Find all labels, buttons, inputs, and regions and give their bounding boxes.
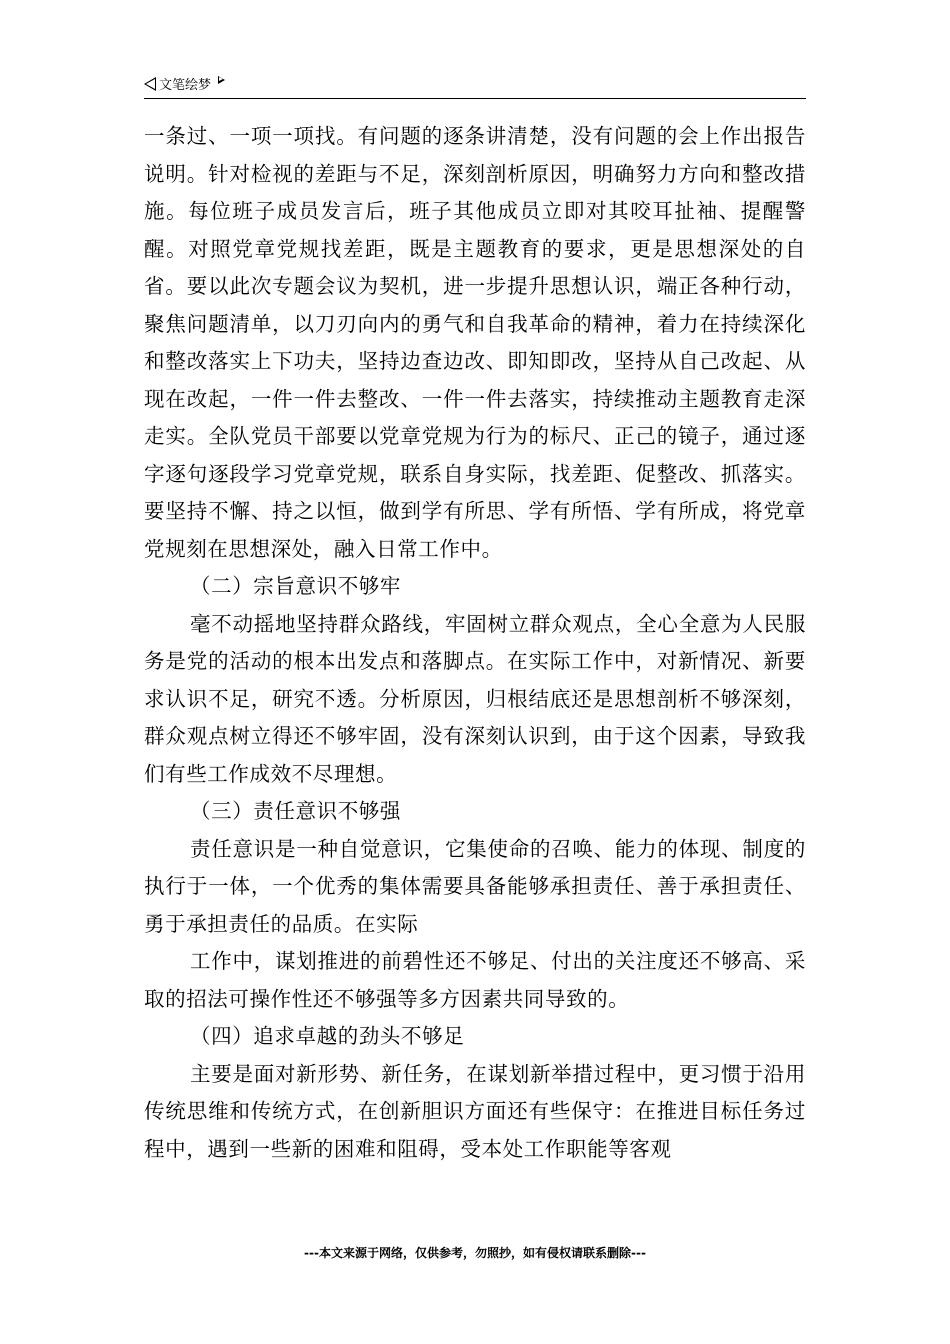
body-paragraph: 责任意识是一种自觉意识，它集使命的召唤、能力的体现、制度的执行于一体，一个优秀的集体需要具备能够承担责任、善于承担责任、勇于承担责任的品质。在实际 <box>144 836 806 936</box>
header-logo <box>144 74 225 93</box>
body-paragraph: 一条过、一项一项找。有问题的逐条讲清楚，没有问题的会上作出报告说明。针对检视的差距与不足，深刻剖析原因，明确努力方向和整改措施。每位班子成员发言后，班子其他成员立即对其咬耳扯袖、提醒警醒。对照党章党规找差距，既是主题教育的要求，更是思想深处的自省。要以此次专题会议为契机，进一步提升思想认识，端正各种行动，聚焦问题清单，以刀刃向内的勇气和自我革命的精神，着力在持续深化和整改落实上下功夫，坚持边查边改、即知即改，坚持从自己改起、从现在改起，一件一件去整改、一件一件去落实，持续推动主题教育走深走实。全队党员干部要以党章党规为行为的标尺、正己的镜子，通过逐字逐句逐段学习党章党规，联系自身实际，找差距、促整改、抓落实。要坚持不懈、持之以恒，做到学有所思、学有所悟、学有所成，将党章党规刻在思想深处，融入日常工作中。 <box>144 124 806 561</box>
section-heading: （四）追求卓越的劲头不够足 <box>190 1024 465 1048</box>
document-body <box>144 118 806 1168</box>
section-heading: （三）责任意识不够强 <box>190 799 401 823</box>
triangle-left-icon <box>144 77 156 91</box>
triangle-right-icon <box>218 76 225 84</box>
body-paragraph: 工作中，谋划推进的前碧性还不够足、付出的关注度还不够高、采取的招法可操作性还不够强等多方因素共同导致的。 <box>144 949 806 1011</box>
section-heading: （二）宗旨意识不够牢 <box>190 574 401 598</box>
body-paragraph: 主要是面对新形势、新任务，在谋划新举措过程中，更习惯于沿用传统思维和传统方式，在创新胆识方面还有些保守：在推进目标任务过程中，遇到一些新的困难和阻碍，受本处工作职能等客观 <box>144 1061 806 1161</box>
page-header <box>144 72 806 99</box>
body-paragraph: 毫不动摇地坚持群众路线，牢固树立群众观点，全心全意为人民服务是党的活动的根本出发点和落脚点。在实际工作中，对新情况、新要求认识不足，研究不透。分析原因，归根结底还是思想剖析不够深刻，群众观点树立得还不够牢固，没有深刻认识到，由于这个因素，导致我们有些工作成效不尽理想。 <box>144 611 806 786</box>
page-footer: ---本文来源于网络，仅供参考，勿照抄，如有侵权请联系删除--- <box>304 1246 646 1260</box>
header-logo-text: 文笔绘梦 <box>159 78 212 93</box>
